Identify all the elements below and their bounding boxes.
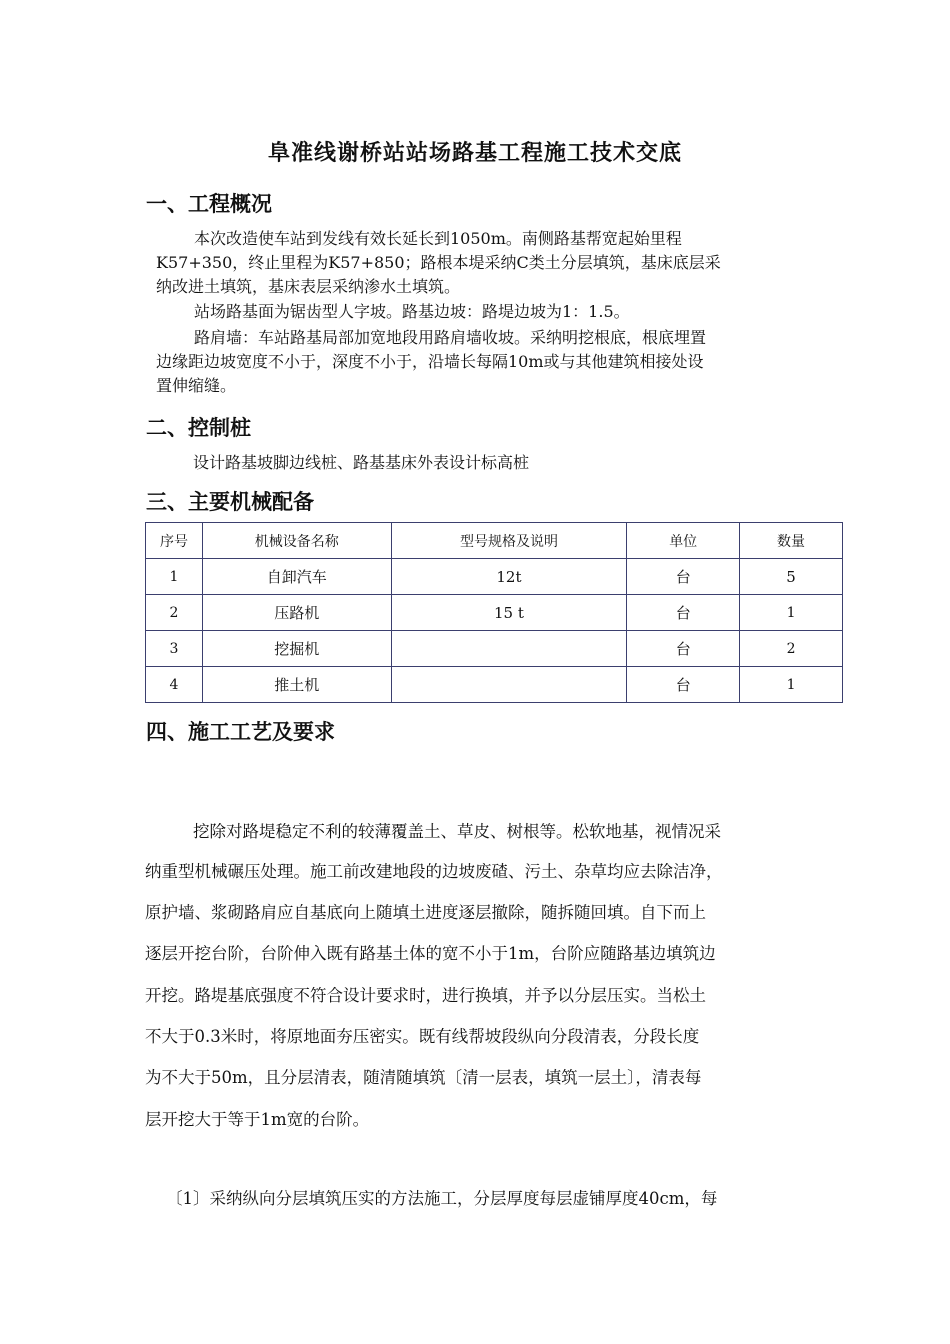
- cell-equipment-name: 挖掘机: [202, 631, 391, 667]
- cell-equipment-name: 推土机: [202, 667, 391, 703]
- cell-unit: 台: [627, 667, 740, 703]
- table-header-row: [146, 523, 843, 559]
- process-line-6: 不大于0.3米时，将原地面夯压密实。既有线帮坡段纵向分段清表，分段长度: [145, 1027, 700, 1046]
- overview-paragraph-3-line-3: 置伸缩缝。: [156, 376, 237, 395]
- cell-equipment-name: 自卸汽车: [202, 559, 391, 595]
- cell-model-spec: 12t: [391, 559, 627, 595]
- overview-paragraph-1-line-2: K57+350，终止里程为K57+850；路根本堤采纳C类土分层填筑，基床底层采: [156, 253, 721, 272]
- document-title: 阜准线谢桥站站场路基工程施工技术交底: [267, 140, 682, 166]
- table-row: [146, 559, 843, 595]
- cell-model-spec: 15 t: [391, 595, 627, 631]
- overview-paragraph-1-line-1: 本次改造使车站到发线有效长延长到1050m。南侧路基帮宽起始里程: [194, 229, 682, 248]
- control-piles-text: 设计路基坡脚边线桩、路基基床外表设计标高桩: [193, 453, 530, 472]
- section-heading-process: 四、施工工艺及要求: [146, 720, 335, 744]
- process-item-1: 〔1〕采纳纵向分层填筑压实的方法施工，分层厚度每层虚铺厚度40cm，每: [166, 1189, 718, 1208]
- machinery-table: [145, 522, 843, 703]
- cell-index: 1: [146, 559, 203, 595]
- cell-unit: 台: [627, 559, 740, 595]
- process-line-3: 原护墙、浆砌路肩应自基底向上随填土进度逐层撤除，随拆随回填。自下而上: [145, 903, 706, 922]
- section-heading-overview: 一、工程概况: [146, 192, 272, 216]
- overview-paragraph-1-line-3: 纳改进土填筑，基床表层采纳渗水土填筑。: [156, 277, 461, 296]
- cell-unit: 台: [627, 595, 740, 631]
- process-line-7: 为不大于50m，且分层清表，随清随填筑〔清一层表，填筑一层土〕，清表每: [145, 1068, 702, 1087]
- table-row: [146, 631, 843, 667]
- process-line-4: 逐层开挖台阶，台阶伸入既有路基土体的宽不小于1m，台阶应随路基边填筑边: [145, 944, 716, 963]
- cell-unit: 台: [627, 631, 740, 667]
- section-heading-machinery: 三、主要机械配备: [146, 490, 314, 514]
- col-header-quantity: 数量: [740, 523, 843, 559]
- cell-equipment-name: 压路机: [202, 595, 391, 631]
- cell-model-spec: [391, 667, 627, 703]
- cell-quantity: 2: [740, 631, 843, 667]
- cell-quantity: 5: [740, 559, 843, 595]
- col-header-model-spec: 型号规格及说明: [391, 523, 627, 559]
- cell-index: 2: [146, 595, 203, 631]
- overview-paragraph-2: 站场路基面为锯齿型人字坡。路基边坡：路堤边坡为1：1.5。: [194, 302, 630, 321]
- cell-index: 3: [146, 631, 203, 667]
- col-header-equipment-name: 机械设备名称: [202, 523, 391, 559]
- section-heading-control-piles: 二、控制桩: [146, 416, 251, 440]
- col-header-unit: 单位: [627, 523, 740, 559]
- table-row: [146, 595, 843, 631]
- overview-paragraph-3-line-2: 边缘距边坡宽度不小于，深度不小于，沿墙长每隔10m或与其他建筑相接处设: [156, 352, 704, 371]
- cell-model-spec: [391, 631, 627, 667]
- process-line-2: 纳重型机械碾压处理。施工前改建地段的边坡废碴、污土、杂草均应去除洁净，: [145, 862, 723, 881]
- cell-index: 4: [146, 667, 203, 703]
- cell-quantity: 1: [740, 595, 843, 631]
- process-line-1: 挖除对路堤稳定不利的较薄覆盖土、草皮、树根等。松软地基，视情况采: [193, 822, 721, 841]
- overview-paragraph-3-line-1: 路肩墙：车站路基局部加宽地段用路肩墙收坡。采纳明挖根底，根底埋置: [194, 328, 707, 347]
- process-line-5: 开挖。路堤基底强度不符合设计要求时，进行换填，并予以分层压实。当松土: [145, 986, 706, 1005]
- cell-quantity: 1: [740, 667, 843, 703]
- col-header-index: 序号: [146, 523, 203, 559]
- table-row: [146, 667, 843, 703]
- process-line-8: 层开挖大于等于1m宽的台阶。: [145, 1110, 370, 1129]
